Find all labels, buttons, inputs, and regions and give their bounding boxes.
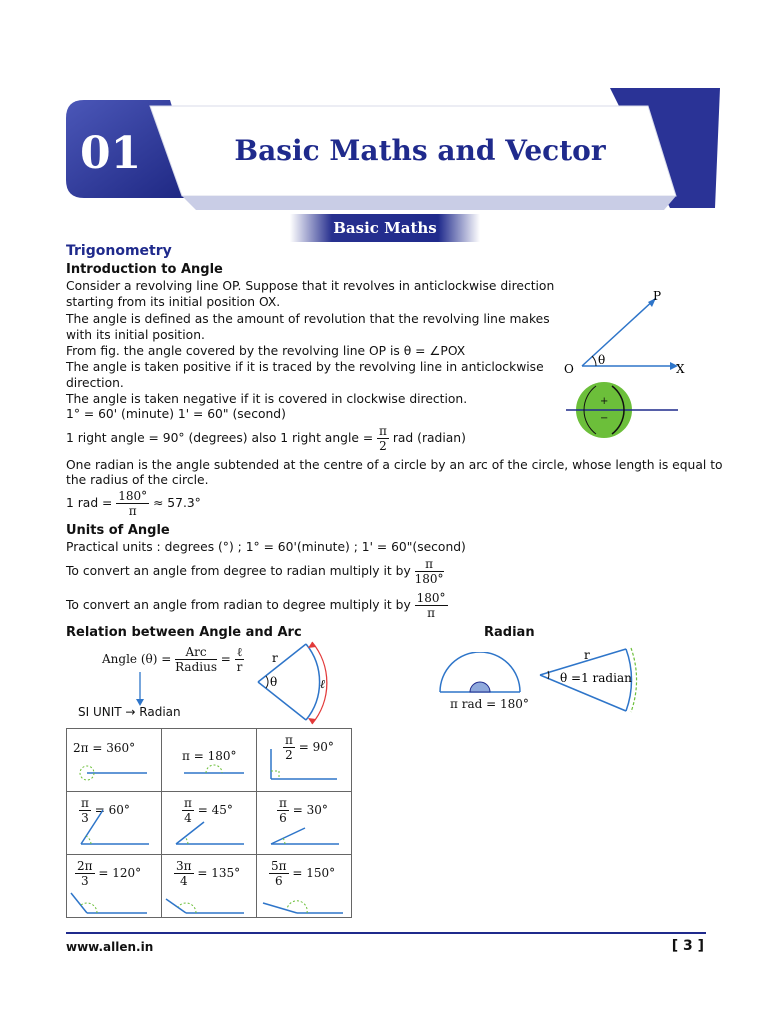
- intro-line-1: Consider a revolving line OP. Suppose that it revolves in anticlockwise direction: [66, 279, 555, 293]
- frac-den: 2: [379, 439, 387, 453]
- cell-value: = 60°: [94, 803, 130, 817]
- frac-den: Radius: [175, 660, 217, 674]
- cell-value: = 30°: [292, 803, 328, 817]
- frac-den: 2: [285, 748, 293, 762]
- deg-to-rad-text: To convert an angle from degree to radian multiply it by: [66, 564, 415, 578]
- intro-line-7: direction.: [66, 376, 124, 390]
- frac-num: 3π: [176, 859, 192, 873]
- frac-den: 3: [81, 811, 89, 825]
- frac-den: 180°: [414, 572, 444, 586]
- si-unit-label: SI UNIT: [78, 705, 122, 719]
- si-unit-line: SI UNIT → Radian: [78, 705, 181, 719]
- arc-sector-diagram: [250, 640, 340, 726]
- cell-label: 2π = 360°: [73, 741, 136, 755]
- radian-r-label: r: [584, 648, 590, 662]
- one-rad-fraction: [116, 489, 149, 518]
- section-title: Basic Maths: [290, 214, 480, 242]
- angle-135-icon: [162, 855, 256, 917]
- label-theta: θ: [598, 353, 606, 367]
- angle-label: Angle (θ) =: [102, 652, 176, 666]
- table-cell: [67, 855, 162, 918]
- one-rad-pre: 1 rad =: [66, 496, 117, 510]
- right-angle-post: rad (radian): [388, 431, 466, 445]
- right-angle-pre: 1 right angle = 90° (degrees) also 1 right angle =: [66, 431, 378, 445]
- r-label: r: [272, 651, 278, 665]
- cell-value: = 120°: [98, 866, 142, 880]
- line-op: [582, 298, 656, 366]
- right-angle-icon: [257, 729, 351, 791]
- si-unit-value: Radian: [139, 705, 181, 719]
- table-cell: [257, 855, 352, 918]
- cell-value: = 150°: [292, 866, 336, 880]
- one-radian-label: θ =1 radian: [560, 671, 632, 685]
- straight-angle-icon: [162, 729, 256, 791]
- footer-rule: [66, 932, 706, 934]
- table-cell: [67, 729, 162, 792]
- right-angle-fraction: [377, 424, 389, 453]
- frac-den: 4: [179, 874, 188, 888]
- angle-30-icon: [257, 792, 351, 854]
- angle-60-icon: [67, 792, 161, 854]
- full-angle-icon: [67, 729, 161, 791]
- pi-rad-label: π rad = 180°: [450, 697, 529, 711]
- cell-label: π = 180°: [182, 749, 237, 763]
- deg-to-rad-line: [66, 557, 444, 586]
- table-cell: [257, 792, 352, 855]
- cell-value: = 135°: [197, 866, 241, 880]
- frac-den: π: [128, 504, 137, 518]
- intro-line-5: From fig. the angle covered by the revolving line OP is θ = ∠POX: [66, 344, 466, 358]
- down-arrow-icon: [130, 672, 150, 708]
- radian-sector-diagram: [536, 645, 646, 715]
- frac-num: 180°: [416, 591, 446, 605]
- frac-num: π: [415, 557, 444, 572]
- frac-num: 2π: [77, 859, 93, 873]
- plus-label: +: [600, 396, 609, 407]
- frac-num: Arc: [175, 645, 217, 660]
- chapter-number: 01: [80, 128, 142, 179]
- semicircle-diagram: [436, 652, 526, 698]
- frac-den: 3: [80, 874, 89, 888]
- intro-line-4: with its initial position.: [66, 328, 205, 342]
- rad-to-deg-fraction: [415, 591, 448, 620]
- cell-value: = 90°: [298, 740, 334, 754]
- intro-line-3: The angle is defined as the amount of revolution that the revolving line makes: [66, 312, 550, 326]
- frac-num: π: [379, 424, 387, 438]
- table-cell: [162, 792, 257, 855]
- arc-radius-fraction: [175, 645, 217, 674]
- angles-table: [66, 728, 352, 918]
- intro-line-8: The angle is taken negative if it is covered in clockwise direction.: [66, 392, 468, 406]
- intro-line-9: 1° = 60' (minute) 1' = 60" (second): [66, 407, 286, 421]
- frac-num: 5π: [271, 859, 287, 873]
- units-practical: Practical units : degrees (°) ; 1° = 60'(minute) ; 1' = 60"(second): [66, 540, 466, 554]
- deg-to-rad-fraction: [415, 557, 444, 586]
- frac-den: 6: [274, 874, 283, 888]
- frac-num: ℓ: [236, 645, 243, 659]
- rad-to-deg-text: To convert an angle from radian to degree multiply it by: [66, 598, 415, 612]
- relation-heading: Relation between Angle and Arc: [66, 625, 302, 640]
- radian-heading: Radian: [484, 625, 535, 640]
- radian-definition-1: One radian is the angle subtended at the centre of a circle by an arc of the circle, whose length is equal to: [66, 458, 723, 472]
- label-o: O: [564, 362, 574, 376]
- frac-num: 180°: [118, 489, 148, 503]
- footer-url[interactable]: www.allen.in: [66, 940, 154, 954]
- angle-diagram: [556, 280, 706, 440]
- right-angle-line: [66, 424, 466, 453]
- ell-r-fraction: [235, 645, 245, 674]
- frac-den: π: [427, 606, 436, 620]
- frac-den: r: [236, 660, 243, 674]
- angle-45-icon: [162, 792, 256, 854]
- rad-to-deg-line: [66, 591, 448, 620]
- cell-value: = 45°: [197, 803, 233, 817]
- angle-formula: Angle (θ) = $\frac{\text{Arc}}{\text{Radius}}$ = $\frac{\text{ℓ}}{r}$: [102, 645, 243, 674]
- intro-line-2: starting from its initial position OX.: [66, 295, 281, 309]
- intro-line-6: The angle is taken positive if it is traced by the revolving line in anticlockwise: [66, 360, 544, 374]
- ell-label: ℓ: [320, 677, 325, 691]
- units-heading: Units of Angle: [66, 523, 170, 538]
- page-number: [ 3 ]: [671, 938, 704, 954]
- frac-num: π: [184, 796, 192, 810]
- frac-den: 4: [184, 811, 192, 825]
- frac-num: π: [81, 796, 89, 810]
- theta-label: θ: [270, 675, 278, 689]
- label-p: P: [653, 289, 662, 303]
- frac-den: 6: [279, 811, 287, 825]
- minus-label: −: [600, 413, 609, 424]
- intro-heading: Introduction to Angle: [66, 262, 223, 277]
- angle-120-icon: [67, 855, 161, 917]
- one-rad-post: ≈ 57.3°: [149, 496, 201, 510]
- table-cell: [257, 729, 352, 792]
- label-x: X: [676, 362, 685, 376]
- chapter-title: Basic Maths and Vector: [234, 134, 606, 167]
- table-cell: [162, 855, 257, 918]
- topic-heading: Trigonometry: [66, 243, 172, 259]
- frac-num: π: [285, 733, 293, 747]
- one-rad-line: [66, 489, 201, 518]
- angle-150-icon: [257, 855, 351, 917]
- radian-definition-2: the radius of the circle.: [66, 473, 209, 487]
- table-cell: [162, 729, 257, 792]
- frac-num: π: [279, 796, 287, 810]
- table-cell: [67, 792, 162, 855]
